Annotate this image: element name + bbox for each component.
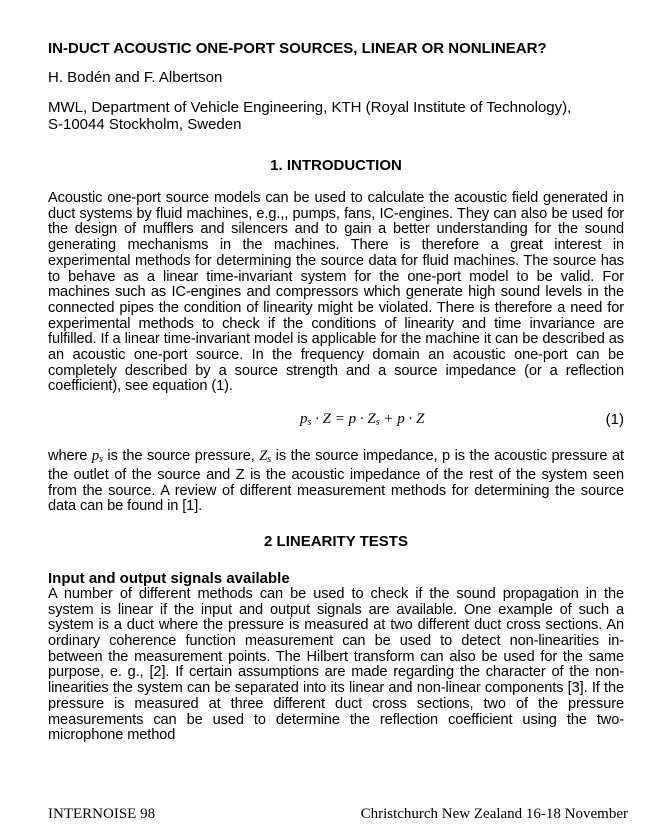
paper-title: IN-DUCT ACOUSTIC ONE-PORT SOURCES, LINEAR OR NONLINEAR? [48,40,547,57]
section-1-paragraph: Acoustic one-port source models can be used to calculate the acoustic field generated in duct systems by fluid machines, e.g.,, pumps, fans, IC-engines. They can also be used for the design of mufflers and silencers and to gain a better understanding for the sound generating mechanisms in the machines. There is therefore a great interest in experimental methods for determining the source data for fluid machines. The source has to behave as a linear time-invariant system for the one-port model to be valid. For machines such as IC-engines and compressors which generate high sound levels in the connected pipes the condition of linearity might be violated. There is therefore a need for experimental methods to check if the conditions of linearity and time invariance are fulfilled. If a linear time-invariant model is applicable for the machine it can be described as an acoustic one-port source. In the frequency domain an acoustic one-port can be completely described by a source strength and a source impedance (or a reflection coefficient), see equation (1). [48,190,624,395]
var-p-sub: s [99,454,103,466]
eq-plus: + [379,411,398,428]
eq-lhs-z: Z [322,411,331,428]
section-1-after-equation [48,449,624,515]
var-p: p [91,448,100,465]
eq-op3: · [404,411,416,428]
section-2-subheading: Input and output signals available [48,569,290,587]
var-z: Z [259,448,268,465]
equation-number: (1) [605,411,624,429]
rest-text: is the source impedance, p is the acoustic pressure at the outlet of the source and Z is the acoustic impedance of the rest of the system seen from the source. A review of different measurement methods for determining the source data can be found in [1]. [48,448,624,515]
paper-page [48,40,624,744]
eq-lhs-p: p [300,411,308,428]
equation-expression [300,411,424,428]
eq-rhs-z1-sub: s [375,417,380,429]
section-2-paragraph: A number of different methods can be used to check if the sound propagation in the system is linear if the input and output signals are available. One example of such a system is a duct where the pressure is measured at two different duct cross sections. An ordinary coherence function measurement can be used to detect non-linearities in-between the measurement points. The Hilbert transform can also be used for the same purpose, e. g., [2]. If certain assumptions are made regarding the character of the non-linearities the system can be separated into its linear and non-linear components [3]. If the pressure is measured at three different duct cross sections, two of the pressure measurements can be used to determine the reflection coefficient using the two-microphone method [48,585,624,744]
footer-conference: INTERNOISE 98 [48,806,156,822]
eq-lhs-sub: s [307,417,312,429]
section-2-heading: 2 LINEARITY TESTS [264,532,408,550]
paper-authors: H. Bodén and F. Albertson [48,69,223,86]
eq-op2: · [356,411,368,428]
eq-equals: = [331,411,349,428]
var-z-sub: s [267,454,272,466]
section-1-heading: 1. INTRODUCTION [270,157,402,174]
mid-text: is the source pressure, [102,448,260,465]
eq-rhs-p1: p [348,411,357,428]
where-text: where [48,448,92,465]
equation-1 [48,411,624,433]
eq-rhs-z1: Z [367,411,376,428]
affiliation-line-2: S-10044 Stockholm, Sweden [48,116,242,133]
eq-rhs-p2: p [397,411,405,428]
affiliation-line-1: MWL, Department of Vehicle Engineering, KTH (Royal Institute of Technology), [48,99,572,116]
eq-op1: · [311,411,323,428]
footer-location: Christchurch New Zealand 16-18 November [360,806,628,822]
eq-rhs-z2: Z [416,411,425,428]
paper-affiliation [48,99,624,133]
